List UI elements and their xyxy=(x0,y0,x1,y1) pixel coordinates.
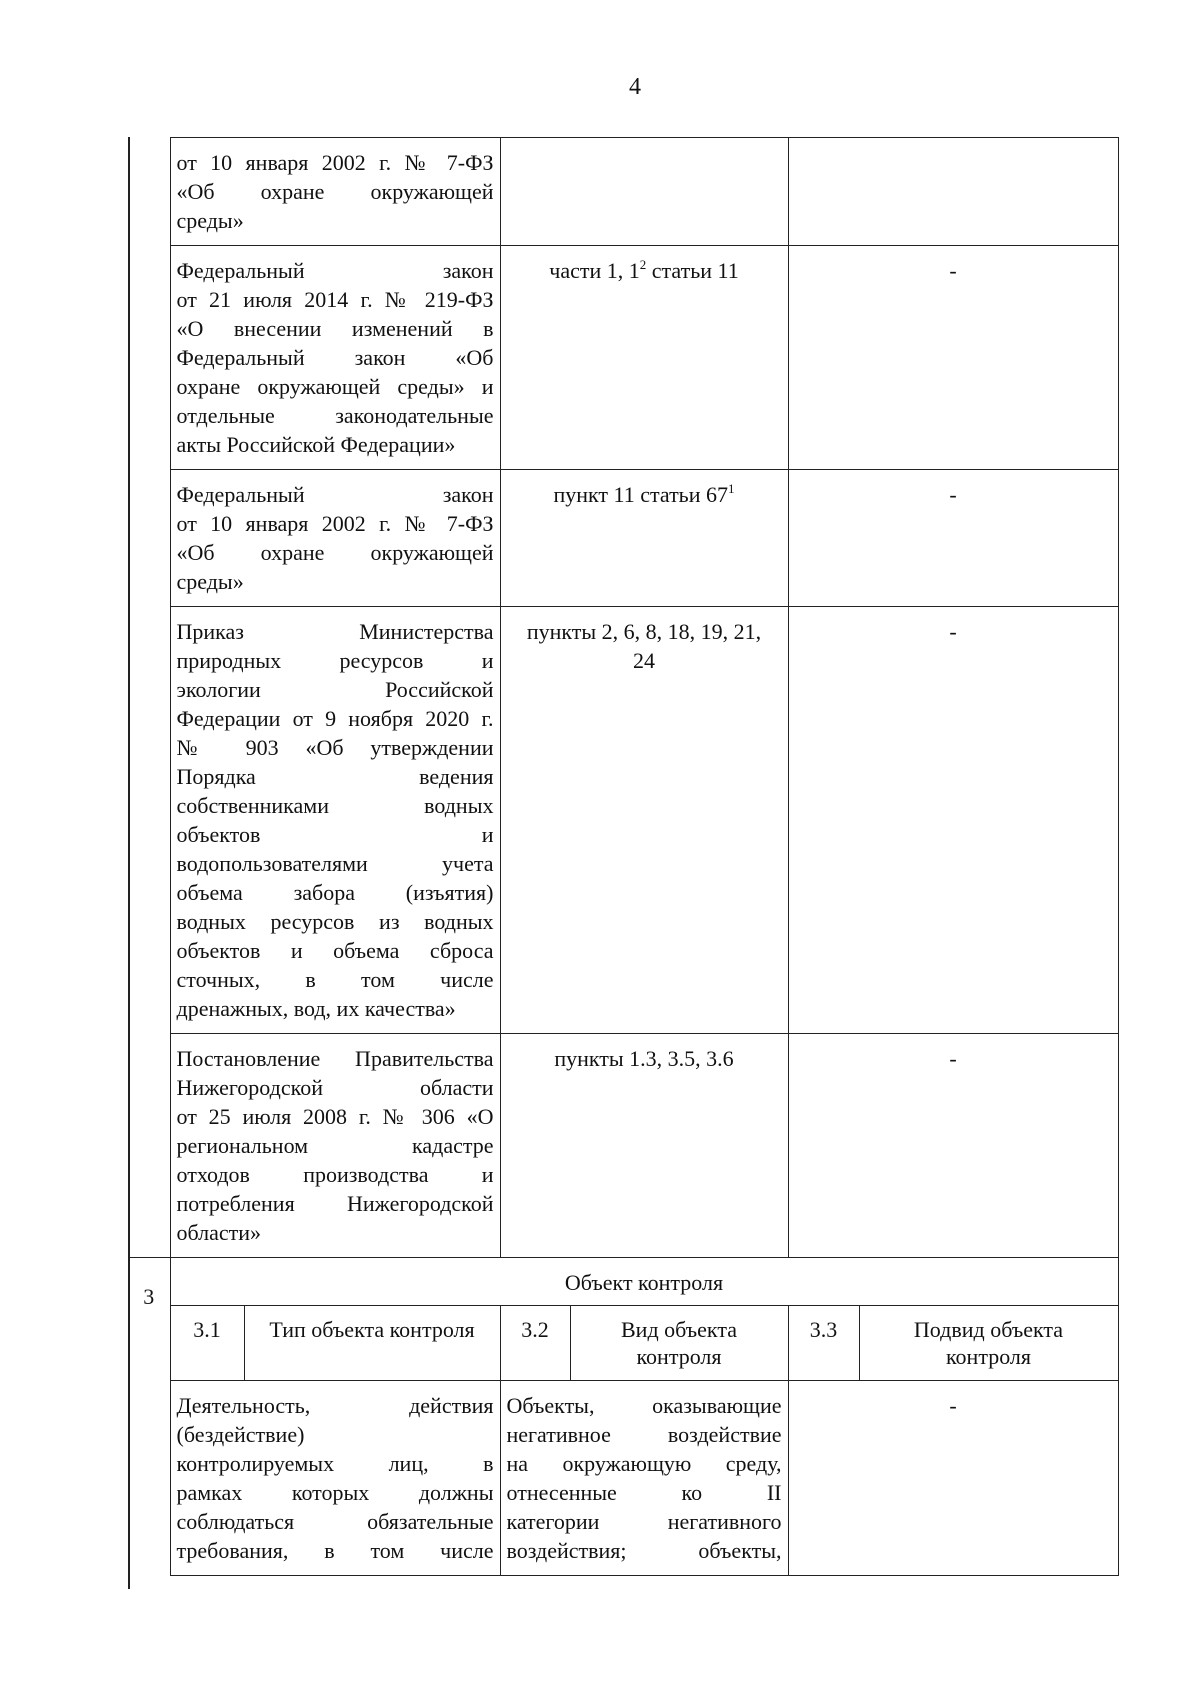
note-cell: - xyxy=(788,1034,1118,1258)
note-cell xyxy=(788,138,1118,246)
legal-act-cell: Постановление Правительства Нижегородской области от 25 июля 2008 г. № 306 «О региональном кадастре отходов производства и потребления Нижегородской области» xyxy=(170,1034,500,1258)
table-row xyxy=(128,138,1118,246)
object-subkind-cell: - xyxy=(788,1381,1118,1576)
legal-act-cell: Федеральный закон от 21 июля 2014 г. № 219-ФЗ «О внесении изменений в Федеральный закон «Об охране окружающей среды» и отдельные законодательные акты Российской Федерации» xyxy=(170,246,500,470)
object-kind-cell: Объекты, оказывающие негативное воздействие на окружающую среду, отнесенные ко II категории негативного воздействия; объекты, xyxy=(500,1381,788,1576)
page-number: 4 xyxy=(629,74,641,100)
table-row xyxy=(128,246,1118,470)
articles-cell: пункты 1.3, 3.5, 3.6 xyxy=(500,1034,788,1258)
section-3-number: 3 xyxy=(128,1258,170,1576)
articles-cell xyxy=(500,138,788,246)
note-cell: - xyxy=(788,607,1118,1034)
section-2-number-cell xyxy=(128,138,170,1258)
subheader-3-3-number: 3.3 xyxy=(788,1306,859,1381)
legal-act-cell: Федеральный закон от 10 января 2002 г. № 7-ФЗ «Об охране окружающей среды» xyxy=(170,470,500,607)
section-3-title-row xyxy=(128,1258,1118,1306)
articles-cell: пункт 11 статьи $67^1$ xyxy=(500,470,788,607)
articles-cell: пункты 2, 6, 8, 18, 19, 21, 24 xyxy=(500,607,788,1034)
section-3-content-row xyxy=(128,1381,1118,1576)
object-type-cell: Деятельность, действия (бездействие) контролируемых лиц, в рамках которых должны соблюдаться обязательные требования, в том числе xyxy=(170,1381,500,1576)
note-cell: - xyxy=(788,470,1118,607)
table-row xyxy=(128,470,1118,607)
subheader-3-1-number: 3.1 xyxy=(170,1306,244,1381)
note-cell: - xyxy=(788,246,1118,470)
legal-act-cell: от 10 января 2002 г. № 7-ФЗ «Об охране окружающей среды» xyxy=(170,138,500,246)
control-table xyxy=(128,137,1119,1576)
legal-act-cell: Приказ Министерства природных ресурсов и экологии Российской Федерации от 9 ноября 2020 г. № 903 «Об утверждении Порядка ведения собственниками водных объектов и водопользователями учета объема забора (изъятия) водных ресурсов из водных объектов и объема сброса сточных, в том числе дренажных, вод, их качества» xyxy=(170,607,500,1034)
section-3-subheader-row xyxy=(128,1306,1118,1381)
table-row xyxy=(128,607,1118,1034)
subheader-3-3-label: Подвид объекта контроля xyxy=(859,1306,1118,1381)
subheader-3-2-label: Вид объекта контроля xyxy=(570,1306,788,1381)
section-3-title: Объект контроля xyxy=(170,1258,1118,1306)
subheader-3-2-number: 3.2 xyxy=(500,1306,570,1381)
table-row xyxy=(128,1034,1118,1258)
subheader-3-1-label: Тип объекта контроля xyxy=(244,1306,500,1381)
articles-cell: части 1, $1^2$ статьи 11 xyxy=(500,246,788,470)
